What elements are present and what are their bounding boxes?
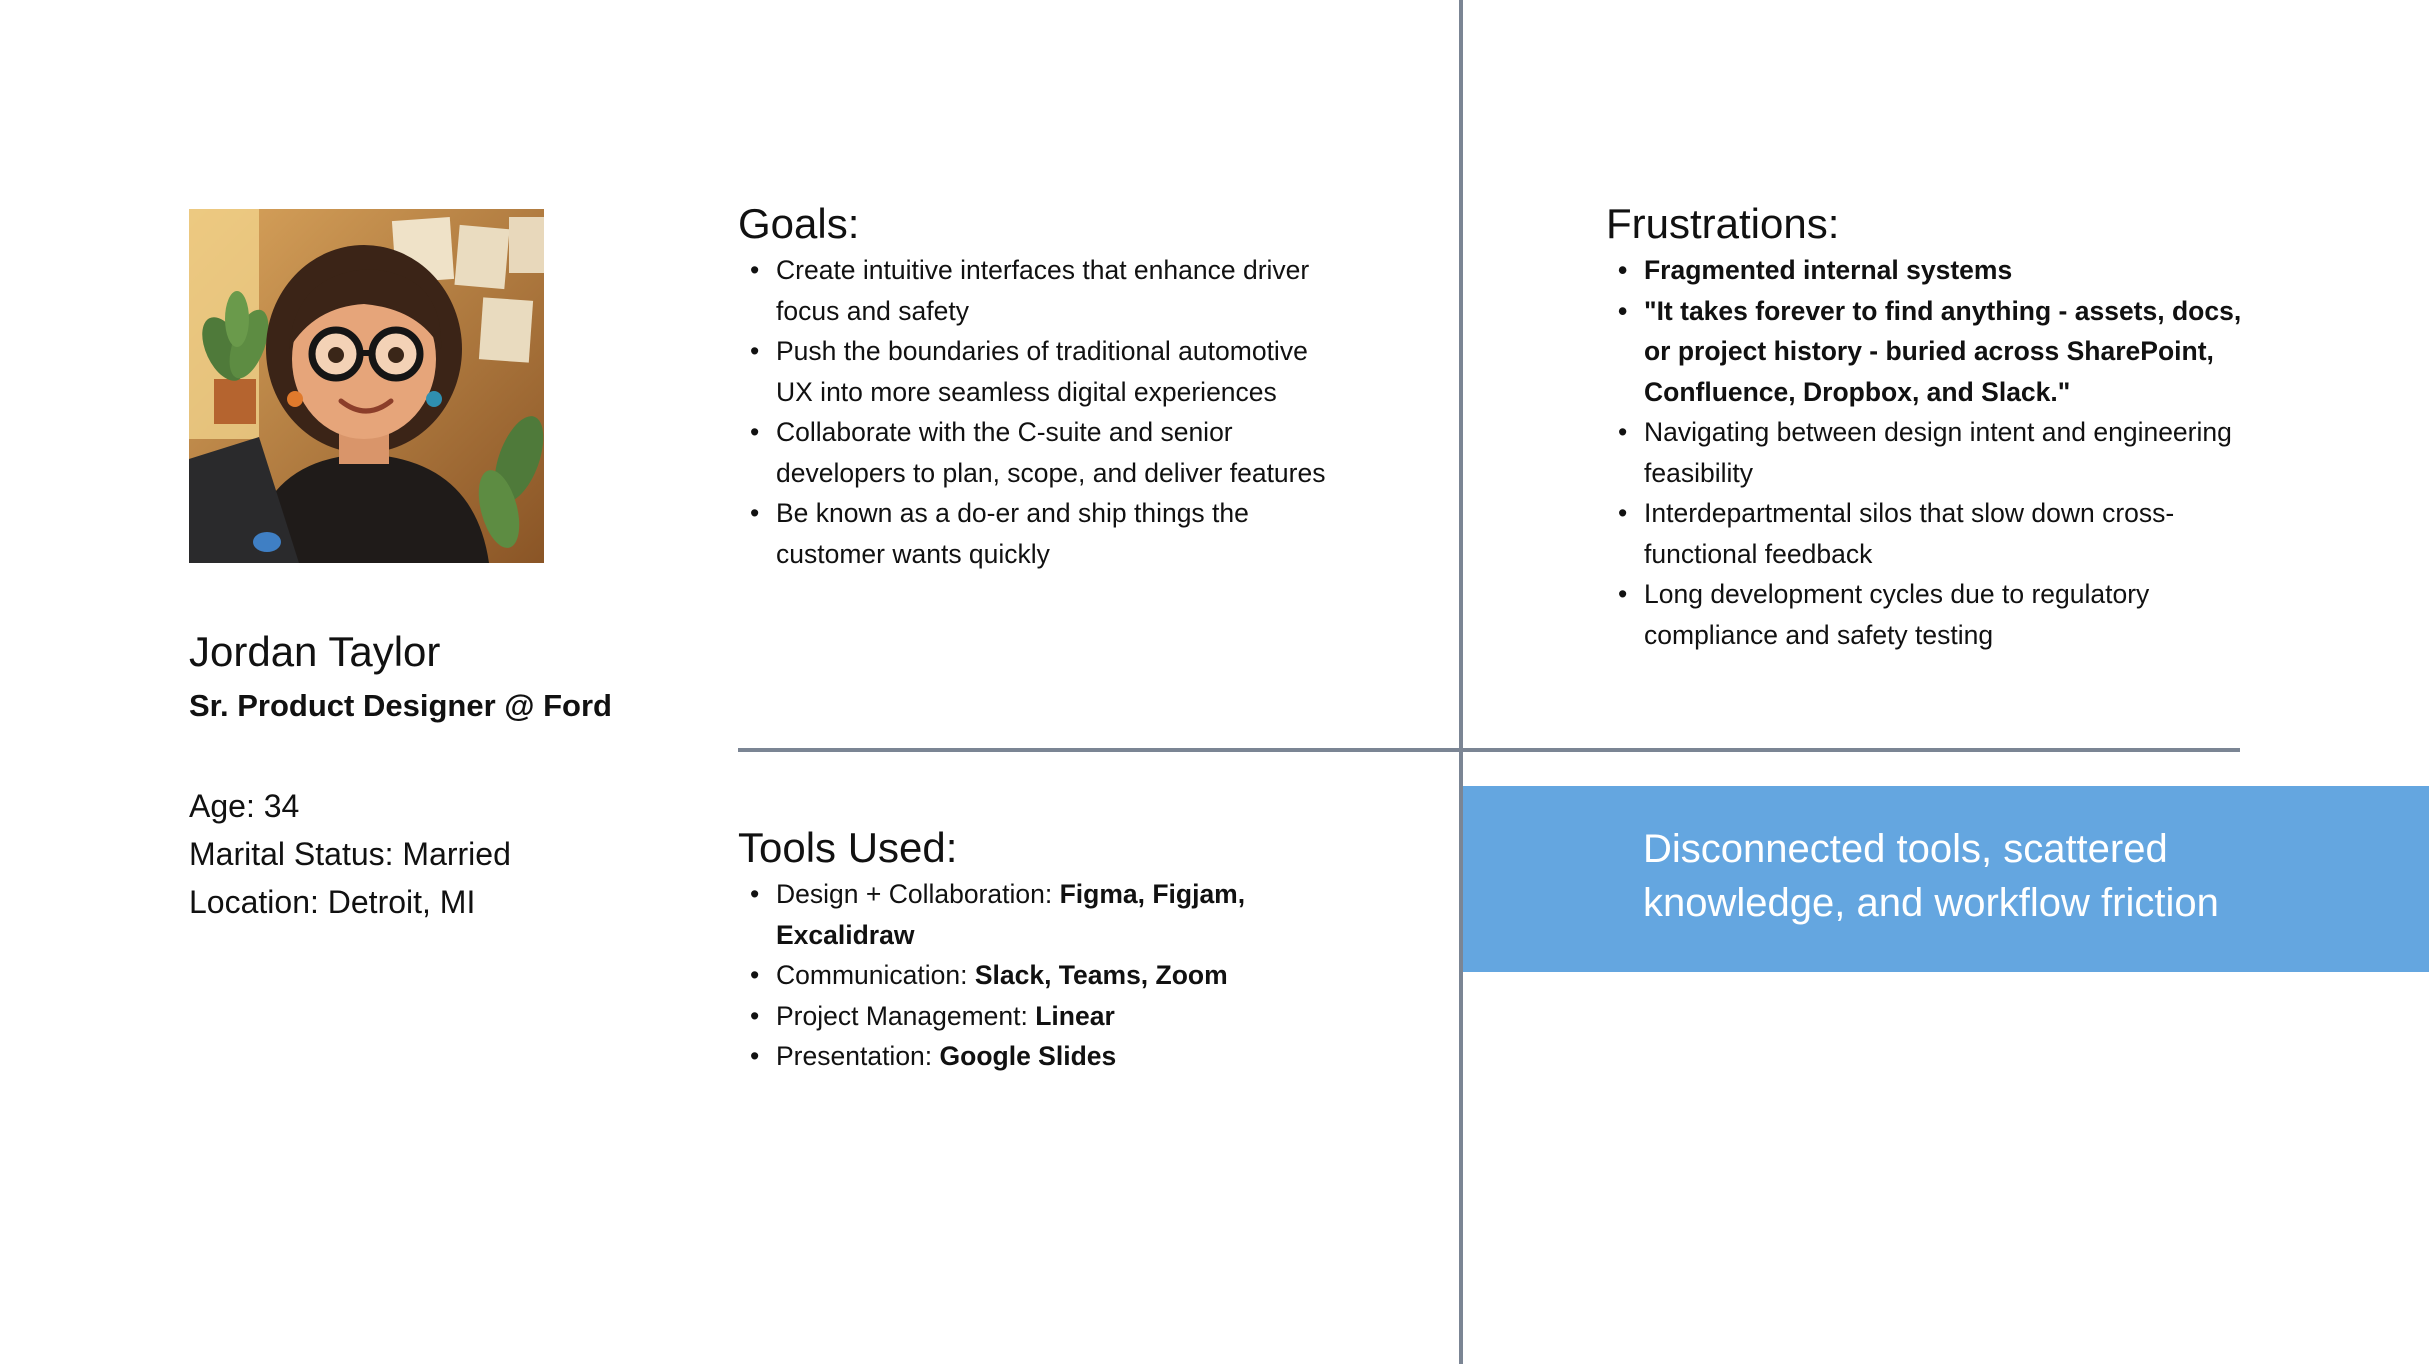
tool-category: Design + Collaboration:	[776, 879, 1060, 909]
callout-text: Disconnected tools, scattered knowledge, and workflow friction	[1643, 827, 2219, 925]
tool-category: Project Management:	[776, 1000, 1036, 1031]
goals-heading: Goals:	[738, 200, 860, 247]
goals-list	[738, 250, 1338, 574]
list-item: • Fragmented internal systems	[1606, 250, 2246, 291]
tool-names: Slack, Teams, Zoom	[974, 960, 1228, 990]
list-item	[738, 1036, 1338, 1077]
tool-category: Presentation:	[776, 1041, 940, 1071]
list-item: • Interdepartmental silos that slow down cross-functional feedback	[1606, 493, 2246, 574]
tool-category: Communication:	[776, 960, 975, 990]
list-item: • Navigating between design intent and engineering feasibility	[1606, 412, 2246, 493]
avatar	[189, 209, 544, 563]
tools-heading: Tools Used:	[738, 824, 958, 871]
persona-name: Jordan Taylor	[189, 628, 441, 675]
persona-role: Sr. Product Designer @ Ford	[189, 688, 612, 723]
persona-facts	[189, 782, 511, 926]
list-item: • "It takes forever to find anything - assets, docs, or project history - buried across SharePoint, Confluence, Dropbox, and Slack."	[1606, 291, 2246, 413]
list-item: • Be known as a do-er and ship things the customer wants quickly	[738, 493, 1338, 574]
list-item	[738, 955, 1338, 996]
persona-age: Age: 34	[189, 788, 300, 824]
persona-marital-status: Marital Status: Married	[189, 836, 511, 872]
frustrations-list	[1606, 250, 2246, 655]
tools-list	[738, 874, 1338, 1077]
list-item: • Long development cycles due to regulatory compliance and safety testing	[1606, 574, 2246, 655]
list-item: • Create intuitive interfaces that enhance driver focus and safety	[738, 250, 1338, 331]
list-item: • Push the boundaries of traditional automotive UX into more seamless digital experiences	[738, 331, 1338, 412]
vertical-divider	[1459, 0, 1463, 1364]
tool-names: Linear	[1035, 1000, 1115, 1031]
tool-names: Figma, Figjam, Excalidraw	[776, 879, 1246, 950]
list-item: • Collaborate with the C-suite and senior developers to plan, scope, and deliver features	[738, 412, 1338, 493]
list-item	[738, 996, 1338, 1037]
list-item	[738, 874, 1338, 955]
insight-callout	[1463, 786, 2429, 972]
persona-portrait	[189, 209, 544, 563]
horizontal-divider	[738, 748, 2240, 752]
persona-location: Location: Detroit, MI	[189, 884, 476, 920]
frustrations-heading: Frustrations:	[1606, 200, 1840, 247]
tool-names: Google Slides	[939, 1041, 1117, 1071]
